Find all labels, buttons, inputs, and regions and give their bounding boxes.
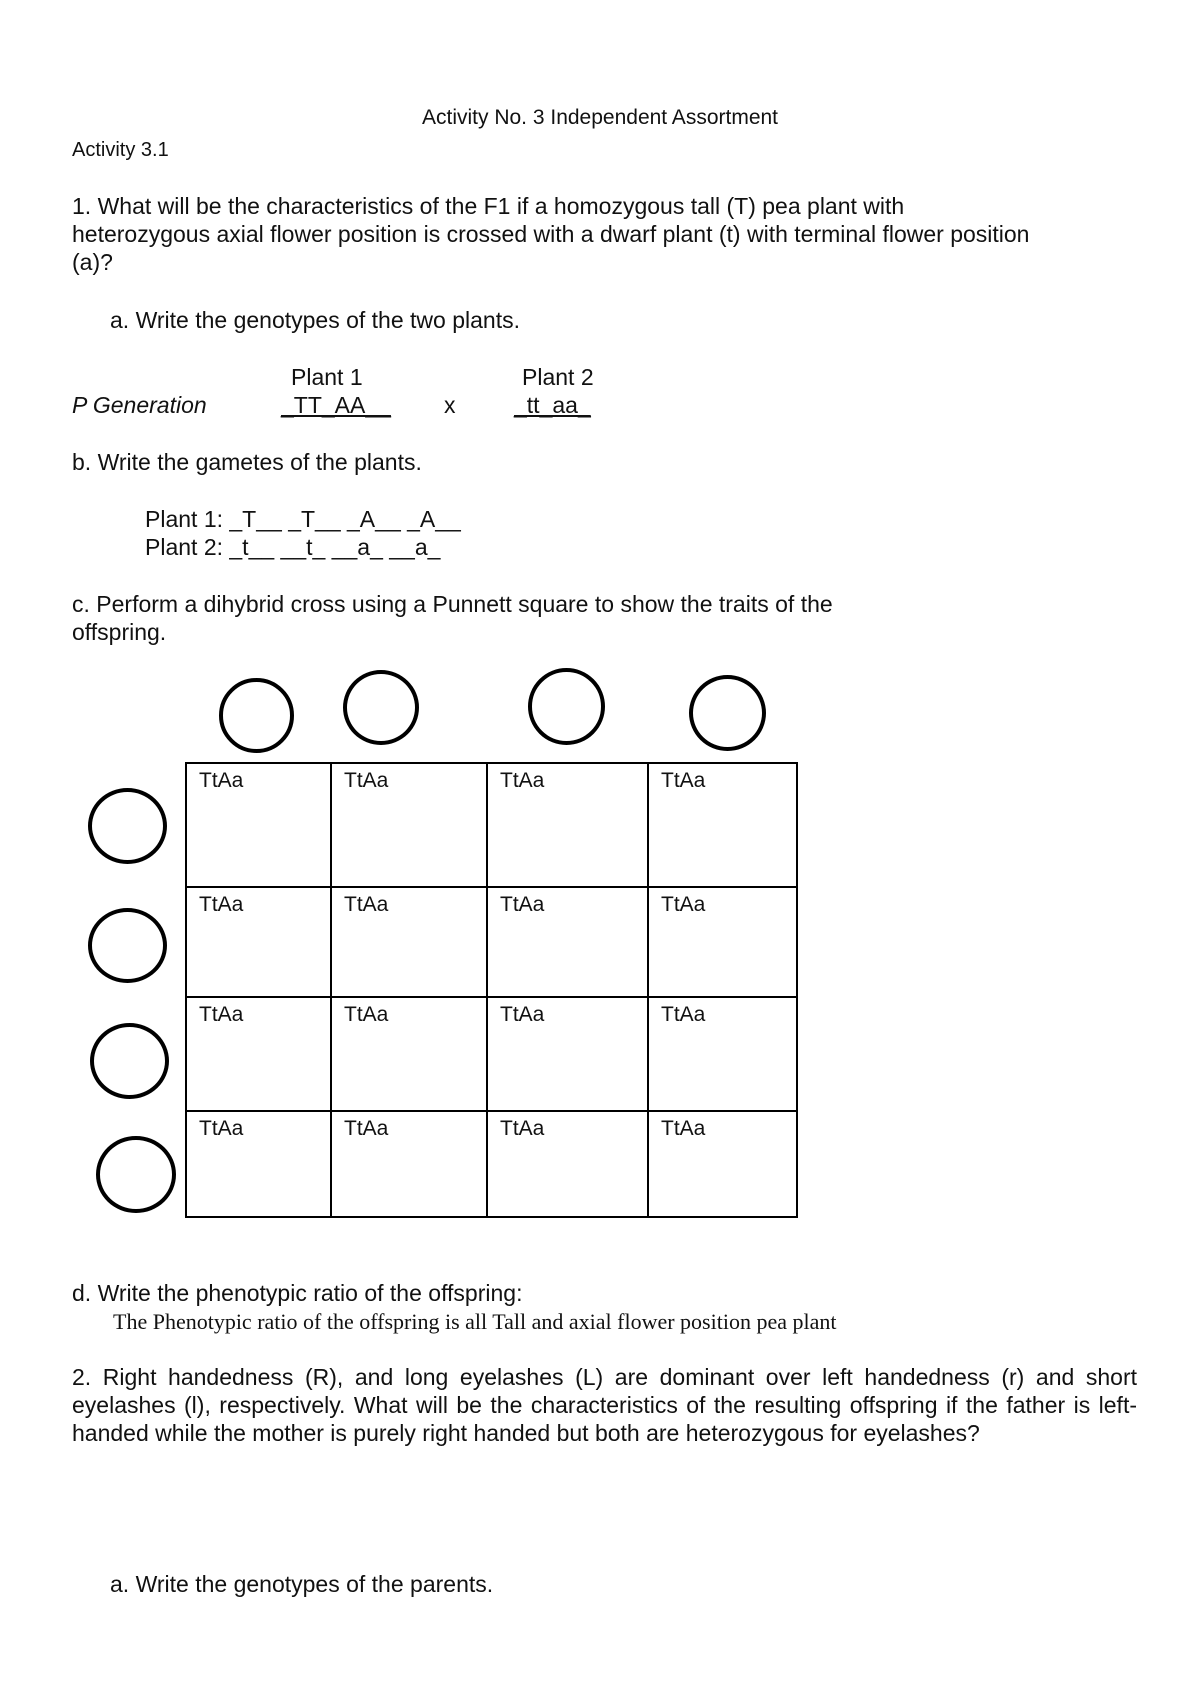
q1-c-prompt-line-1: c. Perform a dihybrid cross using a Punnett square to show the traits of the: [72, 591, 833, 617]
cross-symbol: x: [444, 392, 456, 418]
punnett-cell: TtAa: [488, 888, 649, 998]
plant-1-genotype: _TT_AA__: [281, 392, 391, 418]
q1-d-answer: The Phenotypic ratio of the offspring is all Tall and axial flower position pea plant: [113, 1309, 837, 1334]
gametes-plant-2: Plant 2: _t__ __t_ __a_ __a_: [145, 534, 441, 560]
activity-label: Activity 3.1: [72, 139, 169, 161]
punnett-cell: TtAa: [187, 1112, 332, 1216]
question-2-text: 2. Right handedness (R), and long eyelashes (L) are dominant over left handedness (r) and short eyelashes (l), respectively. What will be the characteristics of the resulting offspring if the father is left-handed while the mother is purely right handed but both are heterozygous for eyelashes?: [72, 1364, 1137, 1446]
punnett-cell: TtAa: [187, 998, 332, 1112]
punnett-cell: TtAa: [332, 764, 488, 888]
top-gamete-circle-4: [689, 675, 766, 751]
p-generation-label: P Generation: [72, 392, 207, 418]
punnett-cell: TtAa: [488, 764, 649, 888]
q1-d-prompt: d. Write the phenotypic ratio of the offspring:: [72, 1280, 523, 1306]
punnett-cell: TtAa: [332, 1112, 488, 1216]
punnett-square: [185, 762, 798, 1218]
left-gamete-circle-3: [90, 1023, 169, 1099]
top-gamete-circle-2: [343, 670, 419, 745]
gametes-plant-1: Plant 1: _T__ _T__ _A__ _A__: [145, 506, 461, 532]
top-gamete-circle-3: [528, 668, 605, 745]
punnett-cell: TtAa: [488, 1112, 649, 1216]
punnett-cell: TtAa: [488, 998, 649, 1112]
page-title: Activity No. 3 Independent Assortment: [421, 106, 779, 129]
q2-a-prompt: a. Write the genotypes of the parents.: [110, 1571, 494, 1597]
q1-b-prompt: b. Write the gametes of the plants.: [72, 449, 422, 475]
plant-1-header: Plant 1: [291, 364, 363, 390]
left-gamete-circle-4: [96, 1136, 176, 1213]
left-gamete-circle-2: [88, 908, 167, 983]
q1-c-prompt-line-2: offspring.: [72, 619, 167, 645]
punnett-cell: TtAa: [649, 998, 796, 1112]
plant-2-header: Plant 2: [522, 364, 594, 390]
punnett-cell: TtAa: [649, 764, 796, 888]
punnett-cell: TtAa: [187, 888, 332, 998]
left-gamete-circle-1: [88, 788, 167, 864]
top-gamete-circle-1: [219, 678, 294, 753]
punnett-cell: TtAa: [187, 764, 332, 888]
punnett-cell: TtAa: [649, 888, 796, 998]
question-1-line-1: 1. What will be the characteristics of the F1 if a homozygous tall (T) pea plant with: [72, 193, 905, 219]
plant-2-genotype: _tt_aa_: [514, 392, 591, 418]
question-1-line-3: (a)?: [72, 249, 113, 275]
punnett-cell: TtAa: [661, 1117, 706, 1140]
punnett-cell: TtAa: [332, 998, 488, 1112]
question-1-line-2: heterozygous axial flower position is crossed with a dwarf plant (t) with terminal flower position: [72, 221, 1030, 247]
punnett-cell: TtAa: [332, 888, 488, 998]
q1-a-prompt: a. Write the genotypes of the two plants.: [110, 307, 520, 333]
